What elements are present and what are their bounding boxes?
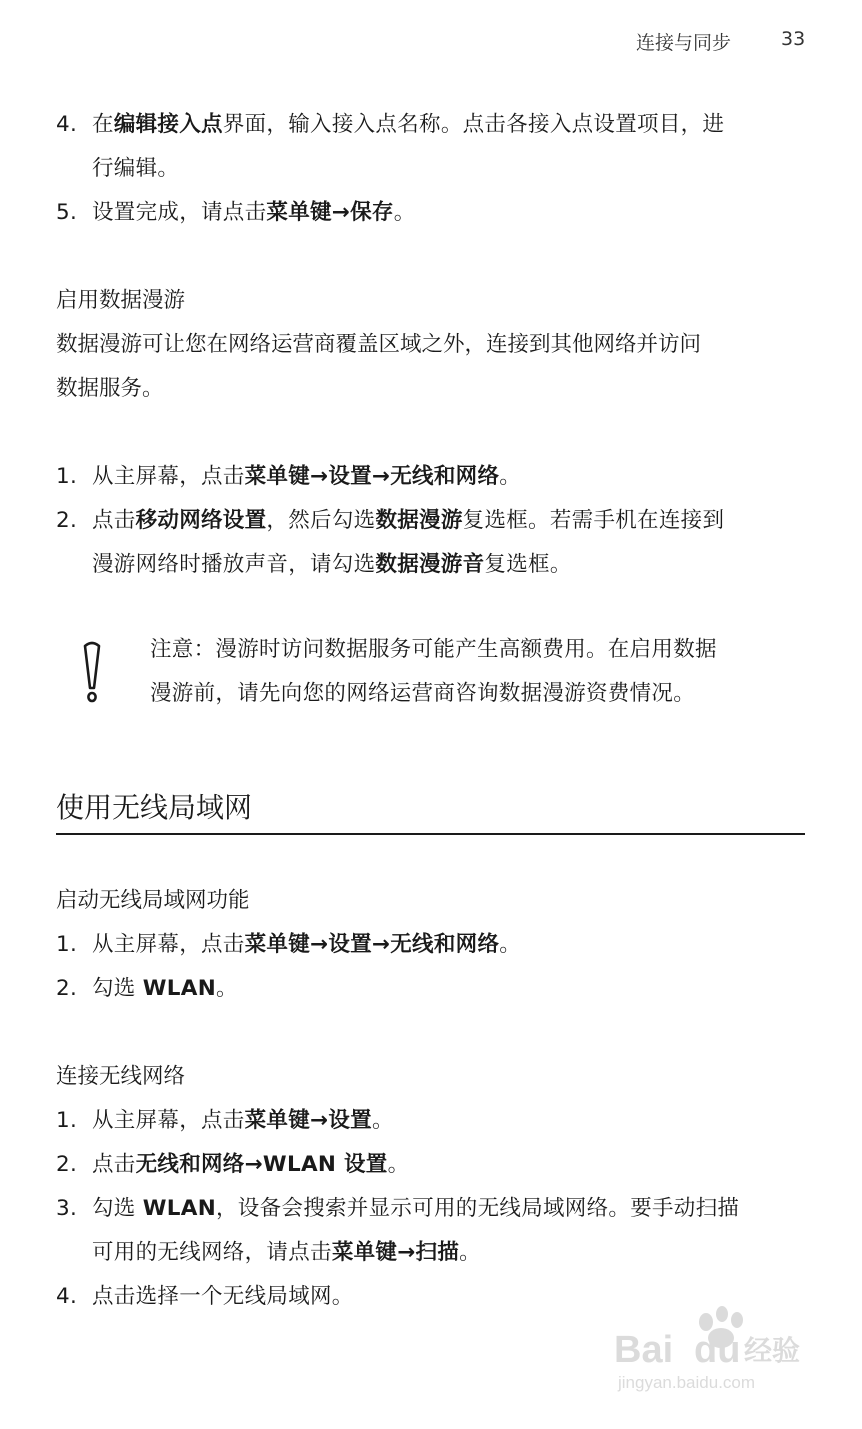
step-number: 2.: [56, 508, 78, 533]
plain-text: 点击选择一个无线局域网。: [92, 1284, 354, 1309]
emphasis-text: 菜单键→设置: [244, 1108, 372, 1133]
plain-text: 从主屏幕，点击: [92, 464, 245, 489]
step-text: [92, 923, 521, 967]
step-continuation: [92, 543, 572, 587]
svg-text:经验: 经验: [744, 1334, 801, 1367]
plain-text: 勾选: [92, 1196, 143, 1221]
step-text: [92, 1099, 394, 1143]
emphasis-text: 菜单键→设置→无线和网络: [244, 464, 500, 489]
step-text: [92, 455, 521, 499]
plain-text: 从主屏幕，点击: [92, 1108, 245, 1133]
section-title-wlan: 使用无线局域网: [56, 791, 253, 824]
list-item: [0, 923, 862, 967]
emphasis-text: 菜单键→扫描: [331, 1240, 460, 1265]
step-text: [92, 499, 724, 543]
plain-text: 。: [393, 200, 416, 225]
plain-text: 。: [387, 1152, 410, 1177]
roaming-intro-line2: 数据服务。: [56, 376, 164, 401]
warning-icon: [78, 640, 106, 706]
emphasis-text: 无线和网络→WLAN 设置: [135, 1152, 388, 1177]
emphasis-text: 数据漫游: [375, 508, 463, 533]
step-number: 4.: [56, 1284, 78, 1309]
page-number: 33: [781, 28, 806, 50]
plain-text: 点击: [92, 508, 136, 533]
emphasis-text: 移动网络设置: [135, 508, 267, 533]
step-text: [92, 1275, 354, 1319]
plain-text: ，然后勾选: [266, 508, 376, 533]
step-text: [92, 103, 724, 147]
plain-text: 。: [459, 1240, 481, 1265]
step-number: 5.: [56, 200, 78, 225]
svg-text:du: du: [694, 1329, 741, 1371]
list-item: [0, 103, 862, 147]
emphasis-text: 菜单键→保存: [266, 200, 394, 225]
step-continuation: 行编辑。: [92, 156, 180, 181]
step-number: 2.: [56, 976, 78, 1001]
plain-text: 。: [499, 464, 522, 489]
list-item: [0, 1187, 862, 1231]
subheading-enable-wlan: 启动无线局域网功能: [56, 888, 250, 913]
step-number: 1.: [56, 1108, 78, 1133]
emphasis-text: 菜单键→设置→无线和网络: [244, 932, 500, 957]
plain-text: 在: [92, 112, 114, 137]
emphasis-text: 编辑接入点: [113, 112, 223, 137]
plain-text: 勾选: [92, 976, 143, 1001]
plain-text: 漫游网络时播放声音，请勾选: [92, 552, 376, 577]
list-item: [0, 191, 862, 235]
plain-text: 。: [499, 932, 522, 957]
baidu-jingyan-watermark: [610, 1300, 810, 1395]
section-divider: [56, 833, 805, 835]
plain-text: 复选框。若需手机在连接到: [462, 508, 725, 533]
step-number: 1.: [56, 932, 78, 957]
note-line2: 漫游前，请先向您的网络运营商咨询数据漫游资费情况。: [150, 681, 696, 706]
plain-text: 复选框。: [484, 552, 572, 577]
emphasis-text: WLAN: [142, 1196, 216, 1221]
plain-text: 从主屏幕，点击: [92, 932, 245, 957]
step-number: 4.: [56, 112, 78, 137]
step-text: [92, 191, 416, 235]
step-number: 1.: [56, 464, 78, 489]
roaming-intro-line1: 数据漫游可让您在网络运营商覆盖区域之外，连接到其他网络并访问: [56, 332, 702, 357]
step-text: [92, 1187, 739, 1231]
note-line1: 注意：漫游时访问数据服务可能产生高额费用。在启用数据: [150, 637, 717, 662]
plain-text: 界面，输入接入点名称。点击各接入点设置项目，进: [222, 112, 725, 137]
watermark-url: jingyan.baidu.com: [618, 1373, 756, 1392]
list-item: [0, 1143, 862, 1187]
plain-text: 设置完成，请点击: [92, 200, 267, 225]
running-header-section: 连接与同步: [636, 32, 732, 54]
subheading-roaming: 启用数据漫游: [56, 288, 186, 313]
plain-text: 。: [371, 1108, 394, 1133]
emphasis-text: 数据漫游音: [375, 552, 485, 577]
list-item: [0, 455, 862, 499]
plain-text: 点击: [92, 1152, 136, 1177]
list-item: [0, 499, 862, 543]
plain-text: ，设备会搜索并显示可用的无线局域网络。要手动扫描: [216, 1196, 740, 1221]
step-text: [92, 1143, 409, 1187]
step-number: 2.: [56, 1152, 78, 1177]
list-item: [0, 1099, 862, 1143]
emphasis-text: WLAN: [142, 976, 216, 1001]
watermark-brand: Bai: [614, 1329, 674, 1371]
step-text: [92, 967, 238, 1011]
step-continuation: [92, 1231, 481, 1275]
list-item: [0, 967, 862, 1011]
plain-text: 可用的无线网络，请点击: [92, 1240, 332, 1265]
subheading-connect-wlan: 连接无线网络: [56, 1064, 186, 1089]
plain-text: 。: [216, 976, 238, 1001]
step-number: 3.: [56, 1196, 78, 1221]
